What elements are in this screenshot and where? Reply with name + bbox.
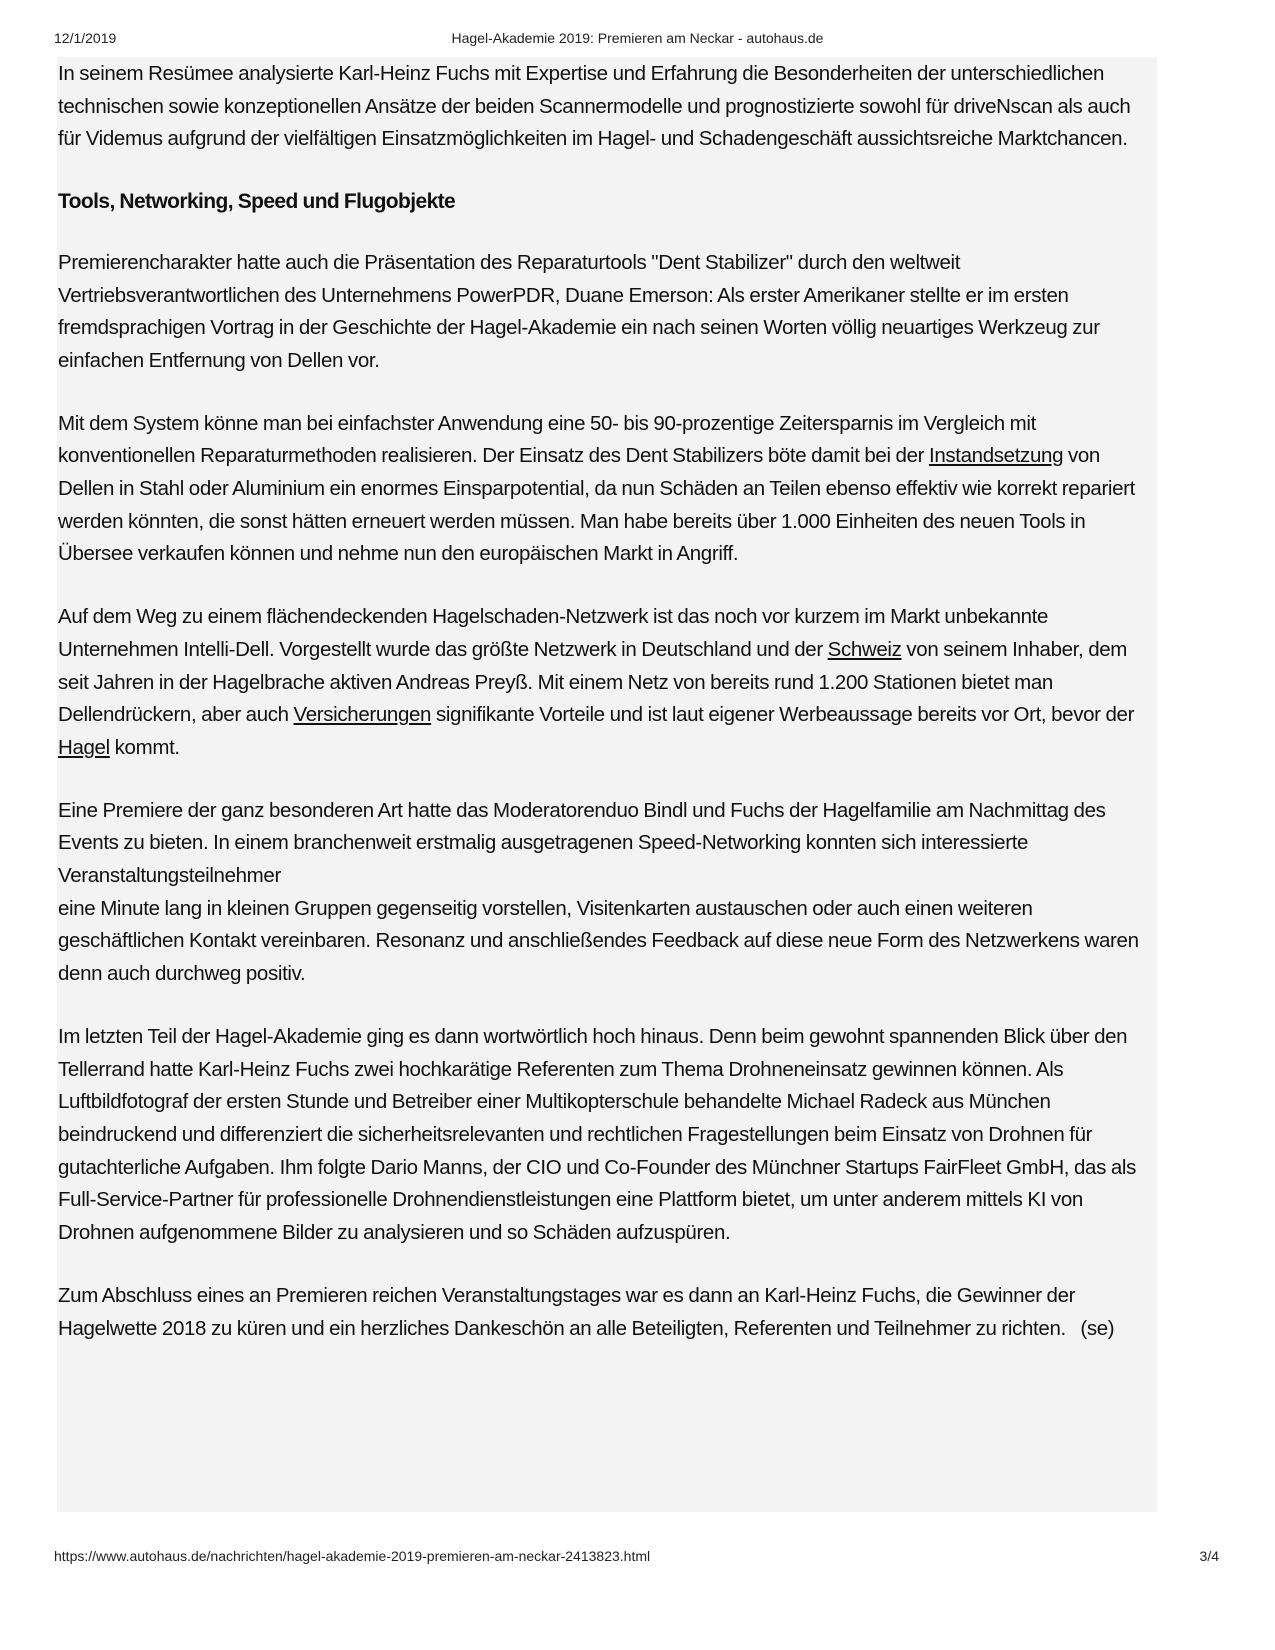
article-body xyxy=(58,58,1158,1375)
text-segment: eine Minute lang in kleinen Gruppen gegenseitig vorstellen, Visitenkarten austauschen oder auch einen weiteren geschäftlichen Kontakt vereinbaren. Resonanz und anschließendes Feedback auf diese neue Form des Netzwerkens waren denn auch durchweg positiv. xyxy=(58,896,1139,986)
text-segment: signifikante Vorteile und ist laut eigener Werbeaussage bereits vor Ort, bevor der xyxy=(431,703,1135,727)
paragraph-intelli-dell xyxy=(58,601,1158,765)
print-url: https://www.autohaus.de/nachrichten/hagel-akademie-2019-premieren-am-neckar-2413823.html xyxy=(54,1548,651,1564)
text-segment: von Dellen in Stahl oder Aluminium ein enormes Einsparpotential, da nun Schäden an Teilen ebenso effektiv wie korrekt repariert werden könnten, die sonst hätten erneuert werden müssen. Man habe bereits über 1.000 Einheiten des neuen Tools in Übersee verkaufen können und nehme nun den europäischen Markt in Angriff. xyxy=(58,444,1135,566)
link-versicherungen[interactable]: Versicherungen xyxy=(293,703,432,727)
text-segment: Eine Premiere der ganz besonderen Art hatte das Moderatorenduo Bindl und Fuchs der Hagelfamilie am Nachmittag des Events zu bieten. In einem branchenweit erstmalig ausgetragenen Speed-Networking konnten sich interessierte Veranstaltungsteilnehmer xyxy=(58,798,1106,888)
link-schweiz[interactable]: Schweiz xyxy=(827,637,902,661)
print-date: 12/1/2019 xyxy=(54,30,117,46)
print-page-title: Hagel-Akademie 2019: Premieren am Neckar - autohaus.de xyxy=(451,30,824,46)
text-segment: Auf dem Weg zu einem flächendeckenden Hagelschaden-Netzwerk ist das noch vor kurzem im Markt unbekannte Unternehmen Intelli-Dell. Vorgestellt wurde das größte Netzwerk in Deutschland und der xyxy=(58,605,1049,661)
text-segment: kommt. xyxy=(109,735,180,759)
print-header xyxy=(0,30,1275,50)
paragraph-dent-stabilizer: Premierencharakter hatte auch die Präsentation des Reparaturtools "Dent Stabilizer" durch den weltweit Vertriebsverantwortlichen des Unternehmens PowerPDR, Duane Emerson: Als erster Amerikaner stellte er im ersten fremdsprachigen Vortrag in der Geschichte der Hagel-Akademie ein nach seinen Worten völlig neuartiges Werkzeug zur einfachen Entfernung von Dellen vor. xyxy=(58,250,1100,372)
link-instandsetzung[interactable]: Instandsetzung xyxy=(928,444,1064,468)
text-segment: von seinem Inhaber, dem seit Jahren in der Hagelbrache aktiven Andreas Preyß. Mit einem Netz von bereits rund 1.200 Stationen bietet man Dellendrückern, aber auch xyxy=(58,637,1128,727)
section-heading: Tools, Networking, Speed und Flugobjekte xyxy=(58,190,456,214)
paragraph-abschluss: Zum Abschluss eines an Premieren reichen Veranstaltungstages war es dann an Karl-Heinz Fuchs, die Gewinner der Hagelwette 2018 zu küren und ein herzliches Dankeschön an alle Beteiligten, Referenten und Teilnehmer zu richten. (se) xyxy=(58,1283,1115,1340)
paragraph-resuemee: In seinem Resümee analysierte Karl-Heinz Fuchs mit Expertise und Erfahrung die Besonderheiten der unterschiedlichen technischen sowie konzeptionellen Ansätze der beiden Scannermodelle und prognostizierte sowohl für driveNscan als auch für Videmus aufgrund der vielfältigen Einsatzmöglichkeiten im Hagel- und Schadengeschäft aussichtsreiche Marktchancen. xyxy=(58,62,1131,151)
paragraph-zeitersparnis xyxy=(58,408,1158,572)
link-hagel[interactable]: Hagel xyxy=(58,735,110,759)
page-number: 3/4 xyxy=(1199,1548,1219,1564)
paragraph-speed-networking xyxy=(58,795,1158,991)
text-segment: Mit dem System könne man bei einfachster Anwendung eine 50- bis 90-prozentige Zeitersparnis im Vergleich mit konventionellen Reparaturmethoden realisieren. Der Einsatz des Dent Stabilizers böte damit bei der xyxy=(58,411,1036,468)
paragraph-drohneneinsatz: Im letzten Teil der Hagel-Akademie ging es dann wortwörtlich hoch hinaus. Denn beim gewohnt spannenden Blick über den Tellerrand hatte Karl-Heinz Fuchs zwei hochkarätige Referenten zum Thema Drohneneinsatz gewinnen können. Als Luftbildfotograf der ersten Stunde und Betreiber einer Multikopterschule behandelte Michael Radeck aus München beindruckend und differenziert die sicherheitsrelevanten und rechtlichen Fragestellungen beim Einsatz von Drohnen für gutachterliche Aufgaben. Ihm folgte Dario Manns, der CIO und Co-Founder des Münchner Startups FairFleet GmbH, das als Full-Service-Partner für professionelle Drohnendienstleistungen eine Plattform bietet, um unter anderem mittels KI von Drohnen aufgenommene Bilder zu analysieren und so Schäden aufzuspüren. xyxy=(58,1024,1136,1245)
